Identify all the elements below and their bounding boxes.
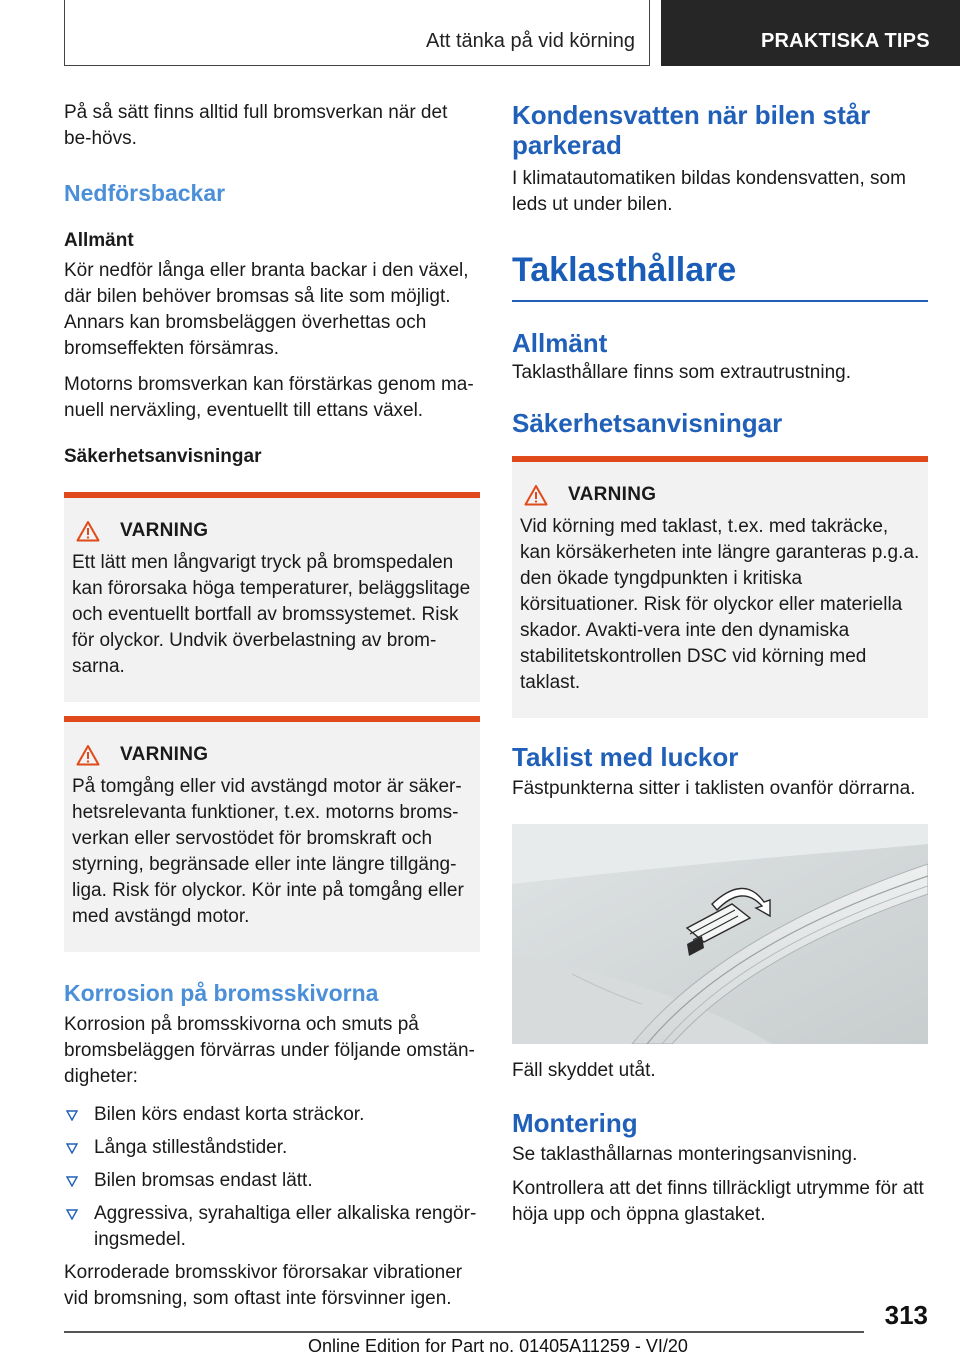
- list-item: Bilen körs endast korta sträckor.: [64, 1102, 480, 1128]
- warning-triangle-icon: [76, 744, 100, 766]
- warning-header: [524, 482, 920, 508]
- warning-title: VARNING: [568, 483, 657, 505]
- heading-underline: [512, 300, 928, 302]
- right-column: [512, 100, 928, 1228]
- bullet-triangle-icon: [66, 1176, 78, 1187]
- heading-downhill: Nedförsbackar: [64, 180, 226, 206]
- paragraph-mounting-1: Se taklasthållarnas monteringsanvisning.: [512, 1143, 858, 1165]
- paragraph-condensation: I klimatautomatiken bildas kondensvatten, som leds ut under bilen.: [512, 168, 906, 215]
- heading-safety: Säkerhetsanvisningar: [512, 407, 783, 438]
- image-caption: Fäll skyddet utåt.: [512, 1059, 656, 1081]
- heading-mounting: Montering: [512, 1107, 638, 1138]
- warning-triangle-icon: [524, 484, 548, 506]
- warning-title: VARNING: [120, 520, 209, 541]
- warning-triangle-icon: [76, 520, 100, 542]
- warning-box-3: [512, 456, 928, 718]
- paragraph-mounting-2: Kontrollera att det finns tillräckligt utrymme för att höja upp och öppna glastaket.: [512, 1177, 924, 1225]
- heading-roof-rack: Taklasthållare: [512, 251, 737, 289]
- bullet-triangle-icon: [66, 1143, 78, 1154]
- warning-box-1: [64, 492, 480, 702]
- footer-edition: Online Edition for Part no. 01405A11259 - VI/20: [308, 1336, 688, 1356]
- heading-safety: Säkerhetsanvisningar: [64, 446, 262, 467]
- roof-strip-illustration: [512, 824, 928, 1044]
- warning-header: [76, 742, 472, 768]
- list-item: Bilen bromsas endast lätt.: [64, 1168, 480, 1194]
- warning-header: [76, 518, 472, 544]
- paragraph-general: Taklasthållare finns som extrautrustning.: [512, 361, 851, 383]
- page-number: 313: [884, 1300, 928, 1330]
- footer-divider: [64, 1331, 864, 1333]
- roof-strip-image: [512, 824, 928, 1044]
- paragraph-downhill-1: Kör nedför långa eller branta backar i den växel, där bilen behöver bromsas så lite som möjligt. Annars kan bromsbeläggen överhettas och bromseffekten försämras.: [64, 260, 469, 359]
- chapter-tab: [661, 0, 960, 66]
- chapter-title: PRAKTISKA TIPS: [761, 30, 930, 52]
- page-header: [0, 0, 960, 66]
- heading-roof-strip: Taklist med luckor: [512, 741, 739, 772]
- paragraph-downhill-2: Motorns bromsverkan kan förstärkas genom ma-nuell nerväxling, eventuellt till ettans växel.: [64, 374, 474, 421]
- heading-general: Allmänt: [512, 327, 608, 358]
- warning-box-2: [64, 716, 480, 952]
- warning-text: På tomgång eller vid avstängd motor är säker-hetsrelevanta funktioner, t.ex. motorns broms-verkan eller servostödet för bromskraft och styrning, begränsade eller inte längre tillgäng-liga. Risk för olyckor. Kör inte på tomgång eller med avstängd motor.: [72, 776, 464, 927]
- paragraph-corrosion: Korrosion på bromsskivorna och smuts på bromsbeläggen förvärras under följande omstän-digheter:: [64, 1014, 475, 1087]
- section-tab: [64, 0, 650, 66]
- warning-title: VARNING: [120, 744, 209, 765]
- list-item: Långa stilleståndstider.: [64, 1135, 480, 1161]
- bullet-triangle-icon: [66, 1110, 78, 1121]
- bullet-triangle-icon: [66, 1209, 78, 1220]
- paragraph-corrosion-result: Korroderade bromsskivor förorsakar vibrationer vid bromsning, som oftast inte försvinner igen.: [64, 1262, 463, 1309]
- left-column: [64, 100, 480, 1312]
- intro-paragraph: På så sätt finns alltid full bromsverkan när det be-hövs.: [64, 102, 448, 149]
- heading-condensation: Kondensvatten när bilen står parkerad: [512, 100, 871, 160]
- heading-general: Allmänt: [64, 230, 134, 251]
- warning-text: Ett lätt men långvarigt tryck på bromspedalen kan förorsaka höga temperaturer, beläggslitage och eventuellt bortfall av bromssystemet. Risk för olyckor. Undvik överbelastning av brom-sarna.: [72, 552, 471, 677]
- warning-text: Vid körning med taklast, t.ex. med takräcke, kan körsäkerheten inte längre garanteras p.g.a. den ökade tyngdpunkten i kritiska körsituationer. Risk för olyckor eller materiella skador. Avakti-vera inte den dynamiska stabilitetskontrollen DSC vid körning med taklast.: [520, 515, 920, 693]
- paragraph-roof-strip: Fästpunkterna sitter i taklisten ovanför dörrarna.: [512, 777, 916, 799]
- corrosion-list: [64, 1102, 480, 1253]
- section-title: Att tänka på vid körning: [425, 30, 635, 52]
- heading-corrosion: Korrosion på bromsskivorna: [64, 980, 379, 1006]
- list-item: Aggressiva, syrahaltiga eller alkaliska rengör-ingsmedel.: [64, 1201, 480, 1253]
